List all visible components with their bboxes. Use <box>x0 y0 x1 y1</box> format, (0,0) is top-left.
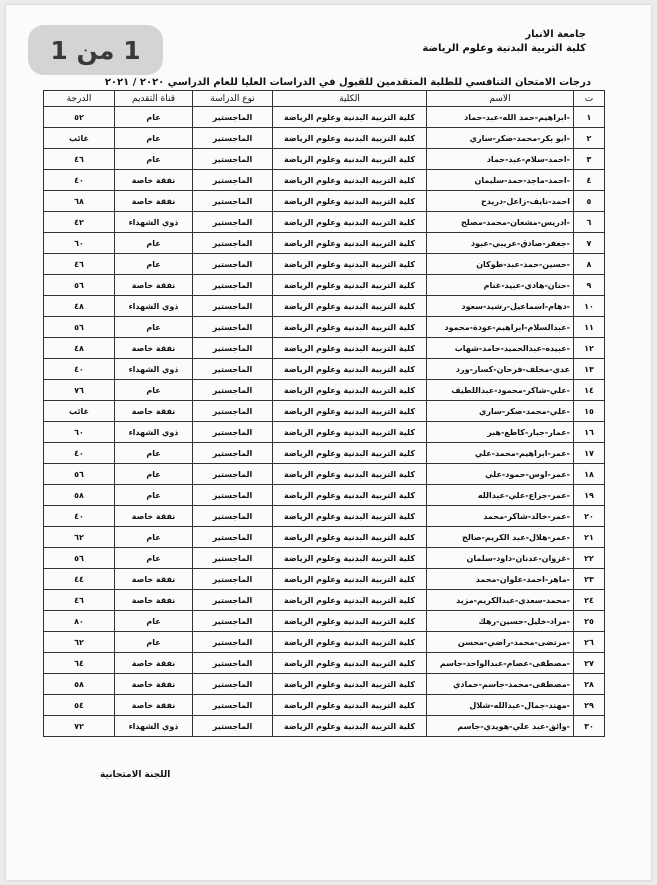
student-name: -مصطفى-محمد-جاسم-حمادي <box>427 674 574 695</box>
grade-cell: ٦٢ <box>44 527 115 548</box>
college-cell: كلية التربية البدنية وعلوم الرياضة <box>273 254 427 275</box>
college-cell: كلية التربية البدنية وعلوم الرياضة <box>273 548 427 569</box>
college-cell: كلية التربية البدنية وعلوم الرياضة <box>273 569 427 590</box>
grade-cell: ٤٠ <box>44 506 115 527</box>
table-row <box>44 275 605 296</box>
study-type-cell: الماجستير <box>193 590 273 611</box>
grade-cell: ٥٦ <box>44 317 115 338</box>
student-name: -عمر-جزاع-علي-عبدالله <box>427 485 574 506</box>
student-name: -عمر-هلال-عبد الكريم-صالح <box>427 527 574 548</box>
table-row <box>44 401 605 422</box>
student-name: -مهند-جمال-عبدالله-شلال <box>427 695 574 716</box>
college-cell: كلية التربية البدنية وعلوم الرياضة <box>273 149 427 170</box>
row-number: ١٤ <box>574 380 605 401</box>
channel-cell: نفقة خاصة <box>115 569 193 590</box>
column-header-name: الاسم <box>427 91 574 107</box>
college-cell: كلية التربية البدنية وعلوم الرياضة <box>273 212 427 233</box>
row-number: ١٥ <box>574 401 605 422</box>
college-cell: كلية التربية البدنية وعلوم الرياضة <box>273 485 427 506</box>
row-number: ١٨ <box>574 464 605 485</box>
student-name: -عمر-ابراهيم-محمد-علي <box>427 443 574 464</box>
grade-cell: ٥٤ <box>44 695 115 716</box>
grade-cell: غائب <box>44 128 115 149</box>
channel-cell: ذوي الشهداء <box>115 716 193 737</box>
study-type-cell: الماجستير <box>193 632 273 653</box>
student-name: -علي-شاكر-محمود-عبداللطيف <box>427 380 574 401</box>
channel-cell: عام <box>115 485 193 506</box>
student-name: -حسين-حمد-عبد-طوكان <box>427 254 574 275</box>
row-number: ١٢ <box>574 338 605 359</box>
student-name: -غزوان-عدنان-داود-سلمان <box>427 548 574 569</box>
study-type-cell: الماجستير <box>193 506 273 527</box>
college-cell: كلية التربية البدنية وعلوم الرياضة <box>273 233 427 254</box>
table-row <box>44 716 605 737</box>
grade-cell: ٤٤ <box>44 569 115 590</box>
table-row <box>44 380 605 401</box>
student-name: -احمد-ماجد-حمد-سليمان <box>427 170 574 191</box>
college-cell: كلية التربية البدنية وعلوم الرياضة <box>273 695 427 716</box>
table-row <box>44 128 605 149</box>
grade-cell: ٤٦ <box>44 590 115 611</box>
student-name: -وائق-عبد علي-هويدي-جاسم <box>427 716 574 737</box>
table-row <box>44 254 605 275</box>
grade-cell: ٤٦ <box>44 254 115 275</box>
channel-cell: نفقة خاصة <box>115 401 193 422</box>
channel-cell: نفقة خاصة <box>115 170 193 191</box>
study-type-cell: الماجستير <box>193 548 273 569</box>
row-number: ١٧ <box>574 443 605 464</box>
column-header-study-type: نوع الدراسة <box>193 91 273 107</box>
channel-cell: عام <box>115 380 193 401</box>
column-header-num: ت <box>574 91 605 107</box>
study-type-cell: الماجستير <box>193 401 273 422</box>
grade-cell: ٦٤ <box>44 653 115 674</box>
study-type-cell: الماجستير <box>193 107 273 128</box>
row-number: ٣ <box>574 149 605 170</box>
study-type-cell: الماجستير <box>193 527 273 548</box>
channel-cell: نفقة خاصة <box>115 338 193 359</box>
channel-cell: نفقة خاصة <box>115 674 193 695</box>
study-type-cell: الماجستير <box>193 569 273 590</box>
study-type-cell: الماجستير <box>193 128 273 149</box>
study-type-cell: الماجستير <box>193 380 273 401</box>
grade-cell: ٥٨ <box>44 485 115 506</box>
study-type-cell: الماجستير <box>193 695 273 716</box>
table-row <box>44 590 605 611</box>
study-type-cell: الماجستير <box>193 149 273 170</box>
student-name: -جعفر-صادق-عريبي-عبود <box>427 233 574 254</box>
study-type-cell: الماجستير <box>193 464 273 485</box>
channel-cell: عام <box>115 317 193 338</box>
table-row <box>44 317 605 338</box>
table-row <box>44 107 605 128</box>
grade-cell: ٥٦ <box>44 275 115 296</box>
grade-cell: ٤٦ <box>44 149 115 170</box>
study-type-cell: الماجستير <box>193 233 273 254</box>
row-number: ١٩ <box>574 485 605 506</box>
grade-cell: ٤٨ <box>44 338 115 359</box>
row-number: ٢٢ <box>574 548 605 569</box>
study-type-cell: الماجستير <box>193 485 273 506</box>
table-header-row <box>44 91 605 107</box>
grade-cell: ٤٢ <box>44 212 115 233</box>
channel-cell: نفقة خاصة <box>115 653 193 674</box>
grade-cell: غائب <box>44 401 115 422</box>
student-name: -علي-محمد-صكر-ساري <box>427 401 574 422</box>
channel-cell: نفقة خاصة <box>115 590 193 611</box>
channel-cell: عام <box>115 548 193 569</box>
channel-cell: ذوي الشهداء <box>115 296 193 317</box>
study-type-cell: الماجستير <box>193 422 273 443</box>
channel-cell: عام <box>115 254 193 275</box>
grade-cell: ٦٢ <box>44 632 115 653</box>
institution-header <box>422 28 586 56</box>
college-cell: كلية التربية البدنية وعلوم الرياضة <box>273 317 427 338</box>
row-number: ١٠ <box>574 296 605 317</box>
study-type-cell: الماجستير <box>193 275 273 296</box>
study-type-cell: الماجستير <box>193 359 273 380</box>
student-name: عدي-مخلف-فرحان-كسار-ورد <box>427 359 574 380</box>
row-number: ٢٤ <box>574 590 605 611</box>
study-type-cell: الماجستير <box>193 338 273 359</box>
row-number: ٢٦ <box>574 632 605 653</box>
channel-cell: نفقة خاصة <box>115 506 193 527</box>
college-cell: كلية التربية البدنية وعلوم الرياضة <box>273 401 427 422</box>
row-number: ٢٩ <box>574 695 605 716</box>
column-header-college: الكلية <box>273 91 427 107</box>
channel-cell: عام <box>115 527 193 548</box>
grade-cell: ٤٨ <box>44 296 115 317</box>
table-row <box>44 464 605 485</box>
grade-cell: ٤٠ <box>44 170 115 191</box>
table-row <box>44 611 605 632</box>
channel-cell: عام <box>115 128 193 149</box>
row-number: ٢٣ <box>574 569 605 590</box>
student-name: -عمر-اوس-حمود-علي <box>427 464 574 485</box>
study-type-cell: الماجستير <box>193 212 273 233</box>
college-cell: كلية التربية البدنية وعلوم الرياضة <box>273 611 427 632</box>
student-name: احمد-نايف-زاعل-دريدح <box>427 191 574 212</box>
study-type-cell: الماجستير <box>193 674 273 695</box>
channel-cell: عام <box>115 233 193 254</box>
table-row <box>44 170 605 191</box>
study-type-cell: الماجستير <box>193 170 273 191</box>
column-header-channel: قناة التقديم <box>115 91 193 107</box>
results-table <box>43 90 605 737</box>
channel-cell: ذوي الشهداء <box>115 359 193 380</box>
channel-cell: ذوي الشهداء <box>115 422 193 443</box>
table-row <box>44 359 605 380</box>
channel-cell: عام <box>115 611 193 632</box>
row-number: ٥ <box>574 191 605 212</box>
channel-cell: نفقة خاصة <box>115 275 193 296</box>
table-row <box>44 443 605 464</box>
row-number: ٩ <box>574 275 605 296</box>
row-number: ١١ <box>574 317 605 338</box>
channel-cell: عام <box>115 464 193 485</box>
grade-cell: ٥٦ <box>44 548 115 569</box>
student-name: -ابراهيم-حمد الله-عبد-حماد <box>427 107 574 128</box>
student-name: -ماهر-احمد-علوان-محمد <box>427 569 574 590</box>
grade-cell: ٦٨ <box>44 191 115 212</box>
college-cell: كلية التربية البدنية وعلوم الرياضة <box>273 632 427 653</box>
row-number: ١٦ <box>574 422 605 443</box>
grade-cell: ٥٦ <box>44 464 115 485</box>
college-cell: كلية التربية البدنية وعلوم الرياضة <box>273 191 427 212</box>
student-name: -ادريس-مشعان-محمد-مصلح <box>427 212 574 233</box>
study-type-cell: الماجستير <box>193 716 273 737</box>
row-number: ٨ <box>574 254 605 275</box>
college-cell: كلية التربية البدنية وعلوم الرياضة <box>273 506 427 527</box>
grade-cell: ٤٠ <box>44 443 115 464</box>
grade-cell: ٧٢ <box>44 716 115 737</box>
college-cell: كلية التربية البدنية وعلوم الرياضة <box>273 107 427 128</box>
table-row <box>44 569 605 590</box>
channel-cell: عام <box>115 149 193 170</box>
student-name: -عمر-خالد-شاكر-محمد <box>427 506 574 527</box>
grade-cell: ٦٠ <box>44 233 115 254</box>
university-name: جامعة الانبار <box>525 29 586 40</box>
study-type-cell: الماجستير <box>193 254 273 275</box>
row-number: ٧ <box>574 233 605 254</box>
channel-cell: عام <box>115 107 193 128</box>
table-row <box>44 695 605 716</box>
row-number: ٢٠ <box>574 506 605 527</box>
row-number: ١ <box>574 107 605 128</box>
student-name: -ابو بكر-محمد-صكر-ساري <box>427 128 574 149</box>
table-row <box>44 548 605 569</box>
row-number: ٢٥ <box>574 611 605 632</box>
document-title: درجات الامتحان التنافسي للطلبة المتقدمين للقبول في الدراسات العليا للعام الدراسي ٢٠٢٠ / ٢٠٢١ <box>104 77 591 88</box>
row-number: ٢٧ <box>574 653 605 674</box>
channel-cell: عام <box>115 443 193 464</box>
table-row <box>44 506 605 527</box>
student-name: -مراد-خليل-حسين-رهك <box>427 611 574 632</box>
table-row <box>44 674 605 695</box>
college-cell: كلية التربية البدنية وعلوم الرياضة <box>273 590 427 611</box>
grade-cell: ٧٦ <box>44 380 115 401</box>
table-body <box>44 107 605 737</box>
grade-cell: ٥٢ <box>44 107 115 128</box>
college-cell: كلية التربية البدنية وعلوم الرياضة <box>273 296 427 317</box>
student-name: -احمد-سلام-عبد-حماد <box>427 149 574 170</box>
row-number: ٢٨ <box>574 674 605 695</box>
student-name: -دهام-اسماعيل-رشيد-سعود <box>427 296 574 317</box>
row-number: ٢١ <box>574 527 605 548</box>
page-count-badge: 1 من 1 <box>28 25 163 75</box>
college-name: كلية التربية البدنية وعلوم الرياضة <box>422 43 586 54</box>
row-number: ١٣ <box>574 359 605 380</box>
row-number: ٣٠ <box>574 716 605 737</box>
row-number: ٦ <box>574 212 605 233</box>
student-name: -عبدالسلام-ابراهيم-عودة-محمود <box>427 317 574 338</box>
college-cell: كلية التربية البدنية وعلوم الرياضة <box>273 653 427 674</box>
committee-signature: اللجنة الامتحانية <box>100 770 171 780</box>
student-name: -حنان-هادي-عبيد-غنام <box>427 275 574 296</box>
channel-cell: نفقة خاصة <box>115 191 193 212</box>
channel-cell: عام <box>115 632 193 653</box>
student-name: -عمار-جبار-كاطع-هبر <box>427 422 574 443</box>
student-name: -مصطفى-عصام-عبدالواحد-جاسم <box>427 653 574 674</box>
college-cell: كلية التربية البدنية وعلوم الرياضة <box>273 380 427 401</box>
college-cell: كلية التربية البدنية وعلوم الرياضة <box>273 170 427 191</box>
study-type-cell: الماجستير <box>193 653 273 674</box>
study-type-cell: الماجستير <box>193 611 273 632</box>
table-row <box>44 296 605 317</box>
grade-cell: ٨٠ <box>44 611 115 632</box>
channel-cell: نفقة خاصة <box>115 695 193 716</box>
table-row <box>44 485 605 506</box>
college-cell: كلية التربية البدنية وعلوم الرياضة <box>273 443 427 464</box>
college-cell: كلية التربية البدنية وعلوم الرياضة <box>273 275 427 296</box>
college-cell: كلية التربية البدنية وعلوم الرياضة <box>273 674 427 695</box>
table-row <box>44 338 605 359</box>
study-type-cell: الماجستير <box>193 443 273 464</box>
table-row <box>44 149 605 170</box>
student-name: -عبيده-عبدالحميد-حامد-شهاب <box>427 338 574 359</box>
college-cell: كلية التربية البدنية وعلوم الرياضة <box>273 527 427 548</box>
college-cell: كلية التربية البدنية وعلوم الرياضة <box>273 422 427 443</box>
table-row <box>44 632 605 653</box>
channel-cell: ذوي الشهداء <box>115 212 193 233</box>
college-cell: كلية التربية البدنية وعلوم الرياضة <box>273 338 427 359</box>
table-row <box>44 191 605 212</box>
college-cell: كلية التربية البدنية وعلوم الرياضة <box>273 464 427 485</box>
row-number: ٢ <box>574 128 605 149</box>
row-number: ٤ <box>574 170 605 191</box>
table-row <box>44 233 605 254</box>
study-type-cell: الماجستير <box>193 296 273 317</box>
student-name: -مرتضى-محمد-راضي-محسن <box>427 632 574 653</box>
table-row <box>44 212 605 233</box>
study-type-cell: الماجستير <box>193 317 273 338</box>
grade-cell: ٦٠ <box>44 422 115 443</box>
table-row <box>44 422 605 443</box>
study-type-cell: الماجستير <box>193 191 273 212</box>
column-header-grade: الدرجة <box>44 91 115 107</box>
college-cell: كلية التربية البدنية وعلوم الرياضة <box>273 359 427 380</box>
table-row <box>44 653 605 674</box>
college-cell: كلية التربية البدنية وعلوم الرياضة <box>273 716 427 737</box>
student-name: -محمد-سعدي-عبدالكريم-مزيد <box>427 590 574 611</box>
table-row <box>44 527 605 548</box>
college-cell: كلية التربية البدنية وعلوم الرياضة <box>273 128 427 149</box>
grade-cell: ٥٨ <box>44 674 115 695</box>
grade-cell: ٤٠ <box>44 359 115 380</box>
